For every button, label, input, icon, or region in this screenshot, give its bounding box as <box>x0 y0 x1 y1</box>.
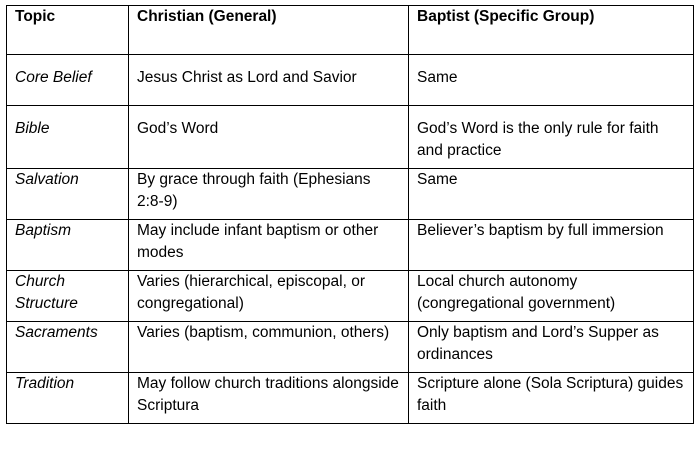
christian-cell: May include infant baptism or other modes <box>129 220 409 271</box>
topic-cell: Church Structure <box>7 271 129 322</box>
header-topic: Topic <box>7 6 129 55</box>
baptist-cell: Only baptism and Lord’s Supper as ordinances <box>409 322 694 373</box>
table-row <box>7 55 694 106</box>
topic-cell: Sacraments <box>7 322 129 373</box>
baptist-cell: Same <box>409 55 694 106</box>
table-row <box>7 220 694 271</box>
christian-cell: By grace through faith (Ephesians 2:8-9) <box>129 169 409 220</box>
baptist-cell: Same <box>409 169 694 220</box>
table-row <box>7 106 694 169</box>
header-christian: Christian (General) <box>129 6 409 55</box>
topic-cell: Core Belief <box>7 55 129 106</box>
christian-cell: Jesus Christ as Lord and Savior <box>129 55 409 106</box>
topic-cell: Salvation <box>7 169 129 220</box>
baptist-cell: Believer’s baptism by full immersion <box>409 220 694 271</box>
table-header-row <box>7 6 694 55</box>
baptist-cell: Local church autonomy (congregational government) <box>409 271 694 322</box>
comparison-table <box>6 5 694 424</box>
table-row <box>7 322 694 373</box>
table-row <box>7 169 694 220</box>
christian-cell: May follow church traditions alongside Scriptura <box>129 373 409 424</box>
topic-cell: Bible <box>7 106 129 169</box>
christian-cell: Varies (baptism, communion, others) <box>129 322 409 373</box>
christian-cell: God’s Word <box>129 106 409 169</box>
topic-cell: Baptism <box>7 220 129 271</box>
table-row <box>7 373 694 424</box>
header-baptist: Baptist (Specific Group) <box>409 6 694 55</box>
baptist-cell: Scripture alone (Sola Scriptura) guides faith <box>409 373 694 424</box>
table-row <box>7 271 694 322</box>
christian-cell: Varies (hierarchical, episcopal, or congregational) <box>129 271 409 322</box>
baptist-cell: God’s Word is the only rule for faith and practice <box>409 106 694 169</box>
topic-cell: Tradition <box>7 373 129 424</box>
